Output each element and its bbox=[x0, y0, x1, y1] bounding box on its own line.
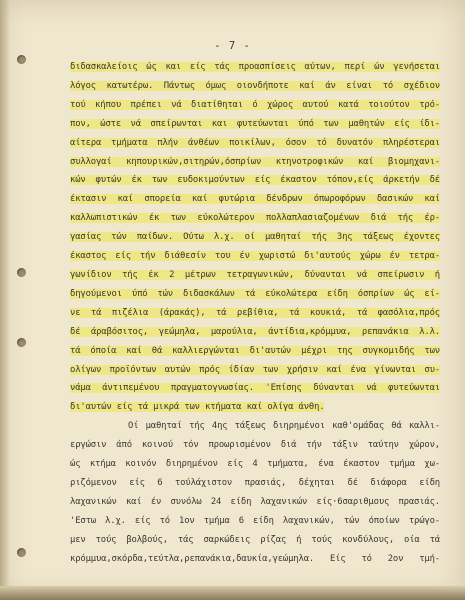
text-line bbox=[70, 171, 440, 190]
text-line bbox=[70, 96, 440, 115]
page-number: - 7 - bbox=[214, 40, 251, 52]
text-line-content: διδασκαλείοις ώς και είς τάς προασπίσεις αύτων, περί ών γενήσεται bbox=[70, 62, 440, 72]
text-line bbox=[70, 266, 440, 285]
text-line bbox=[70, 398, 440, 417]
text-line-content: συλλογαί κηπουρικών,σιτηρών,όσπρίων κτηνοτροφικών καί βιομηχανι- bbox=[70, 156, 440, 167]
text-line bbox=[70, 323, 440, 342]
text-line-content: λαχανικών καί έν συνόλω 24 είδη λαχανικών είς·6σαριθμους πρασιάς. bbox=[70, 496, 440, 507]
text-line-content: ώς κτήμα κοινόν διηρημένον είς 4 τμήματα, ένα έκαστον τμήμα χω- bbox=[70, 459, 440, 470]
text-line-content: κρόμμυα,σκόρδα,τεύτλα,ρεπανάκια,δαυκία,γεώμηλα. Είς τό 2ον τμή- bbox=[70, 553, 440, 564]
text-line bbox=[70, 455, 440, 474]
binder-hole bbox=[17, 548, 26, 557]
page-bottom-edge bbox=[0, 586, 465, 600]
text-line-content: κών φυτών έκ των ευδοκιμούντων είς έκαστον τόπον,είς άρκετήν δέ bbox=[70, 175, 440, 186]
text-line-content: αίτερα τμήματα πλήν άνθέων ποικίλων, όσον τό δυνατόν πληρέστεραι bbox=[70, 137, 440, 148]
text-line-content: έκαστος είς τήν διάθεσίν του έν χωριστώ δι'αυτούς χώρω έν τετρα- bbox=[70, 251, 440, 262]
text-line-content: ολίγων προϊόντων αυτών πρός ίδίαν των χρήσιν καί ένα γίνωνται συ- bbox=[70, 364, 440, 375]
text-line-content: ριζόμενον είς 6 τούλάχιστον πρασιάς, δέχηται δέ διάφορα είδη bbox=[70, 477, 440, 488]
text-line-content: έκτασιν καί σπορεία καί φυτώρια δένδρων όπωροφόρων δασικών καί bbox=[70, 194, 440, 205]
text-line bbox=[70, 417, 440, 436]
text-line bbox=[70, 247, 440, 266]
text-line-content: Οί μαθηταί τής 4ης τάξεως διηρημένοι καθ'ομάδας θά καλλι- bbox=[128, 421, 440, 432]
text-line bbox=[70, 209, 440, 228]
text-line-content: 'Εστω λ.χ. είς τό 1ον τμήμα 6 είδη λαχανικών, τών όποίων τρώγο- bbox=[70, 515, 440, 526]
binder-hole bbox=[17, 268, 26, 277]
text-line bbox=[70, 304, 440, 323]
text-line bbox=[70, 550, 440, 569]
text-line-content: τά όποία καί θά καλλιεργώνται δι'αυτών μέχρι της συγκομιδής των bbox=[70, 345, 440, 356]
text-line bbox=[70, 493, 440, 512]
text-line bbox=[70, 379, 440, 398]
text-line-content: γωνίδιον τής έκ 2 μέτρων τετραγωνικών, δύνανται νά σπείρωσιν ή bbox=[70, 269, 440, 280]
text-line bbox=[70, 342, 440, 361]
text-line-content: δι'αυτών είς τά μικρά των κτήματα καί ολίγα άνθη. bbox=[70, 402, 325, 413]
text-line bbox=[70, 190, 440, 209]
text-line bbox=[70, 115, 440, 134]
text-line bbox=[70, 134, 440, 153]
text-line-content: λόγος κατωτέρω. Πάντως όμως οιονδήποτε καί άν είναι τό σχέδιον bbox=[70, 80, 440, 91]
text-line-content: μεν τούς βολβούς, τάς σαρκώδεις ρίζας ή τούς κονδύλους, οία τά bbox=[70, 534, 440, 545]
text-line-content: καλλωπιστικών έκ των εύκολώτερον πολλαπλασιαζομένων διά τής έρ- bbox=[70, 213, 440, 224]
binder-hole bbox=[17, 55, 26, 64]
text-line-content: δέ άραβόσιτος, γεώμηλα, μαρούλια, άντίδια,κρόμμυα, ρεπανάκια λ.λ. bbox=[70, 326, 440, 337]
text-line-content: γασίας τών παίδων. Ούτω λ.χ. οί μαθηταί τής 3ης τάξεως έχοντες bbox=[70, 232, 440, 243]
text-line-content: νε τά πιζέλια (άρακάς), τά ρεβίθια, τά κουκιά, τά φασόλια,πρός bbox=[70, 307, 440, 318]
text-line-content: τού κήπου πρέπει νά διατίθηται ό χώρος αυτού κατά τοιούτον τρό- bbox=[70, 99, 440, 110]
document-body bbox=[70, 58, 440, 568]
text-line bbox=[70, 361, 440, 380]
text-line bbox=[70, 474, 440, 493]
text-line bbox=[70, 531, 440, 550]
text-line-content: δηγούμενοι ύπό τών διδασκάλων τά εύκολώτερα είδη όσπρίων ώς εί- bbox=[70, 288, 440, 299]
text-line bbox=[70, 436, 440, 455]
text-line bbox=[70, 285, 440, 304]
text-line-content: πον, ώστε νά σπείρωνται και φυτεύωνται ύπό των μαθητών είς ίδι- bbox=[70, 118, 440, 129]
binding-shadow bbox=[0, 0, 10, 600]
text-line bbox=[70, 58, 440, 77]
text-line bbox=[70, 512, 440, 531]
text-line-content: νάμα άντιπεμένου πραγματογνωσίας. 'Επίσης δύνανται νά φυτεύωνται bbox=[70, 383, 440, 394]
text-line bbox=[70, 153, 440, 172]
binder-hole bbox=[17, 338, 26, 347]
text-line bbox=[70, 77, 440, 96]
text-line bbox=[70, 228, 440, 247]
text-line-content: εργώσιν άπό κοινού τόν προωρισμένον διά τήν τάξιν ταύτην χώρον, bbox=[70, 440, 440, 451]
